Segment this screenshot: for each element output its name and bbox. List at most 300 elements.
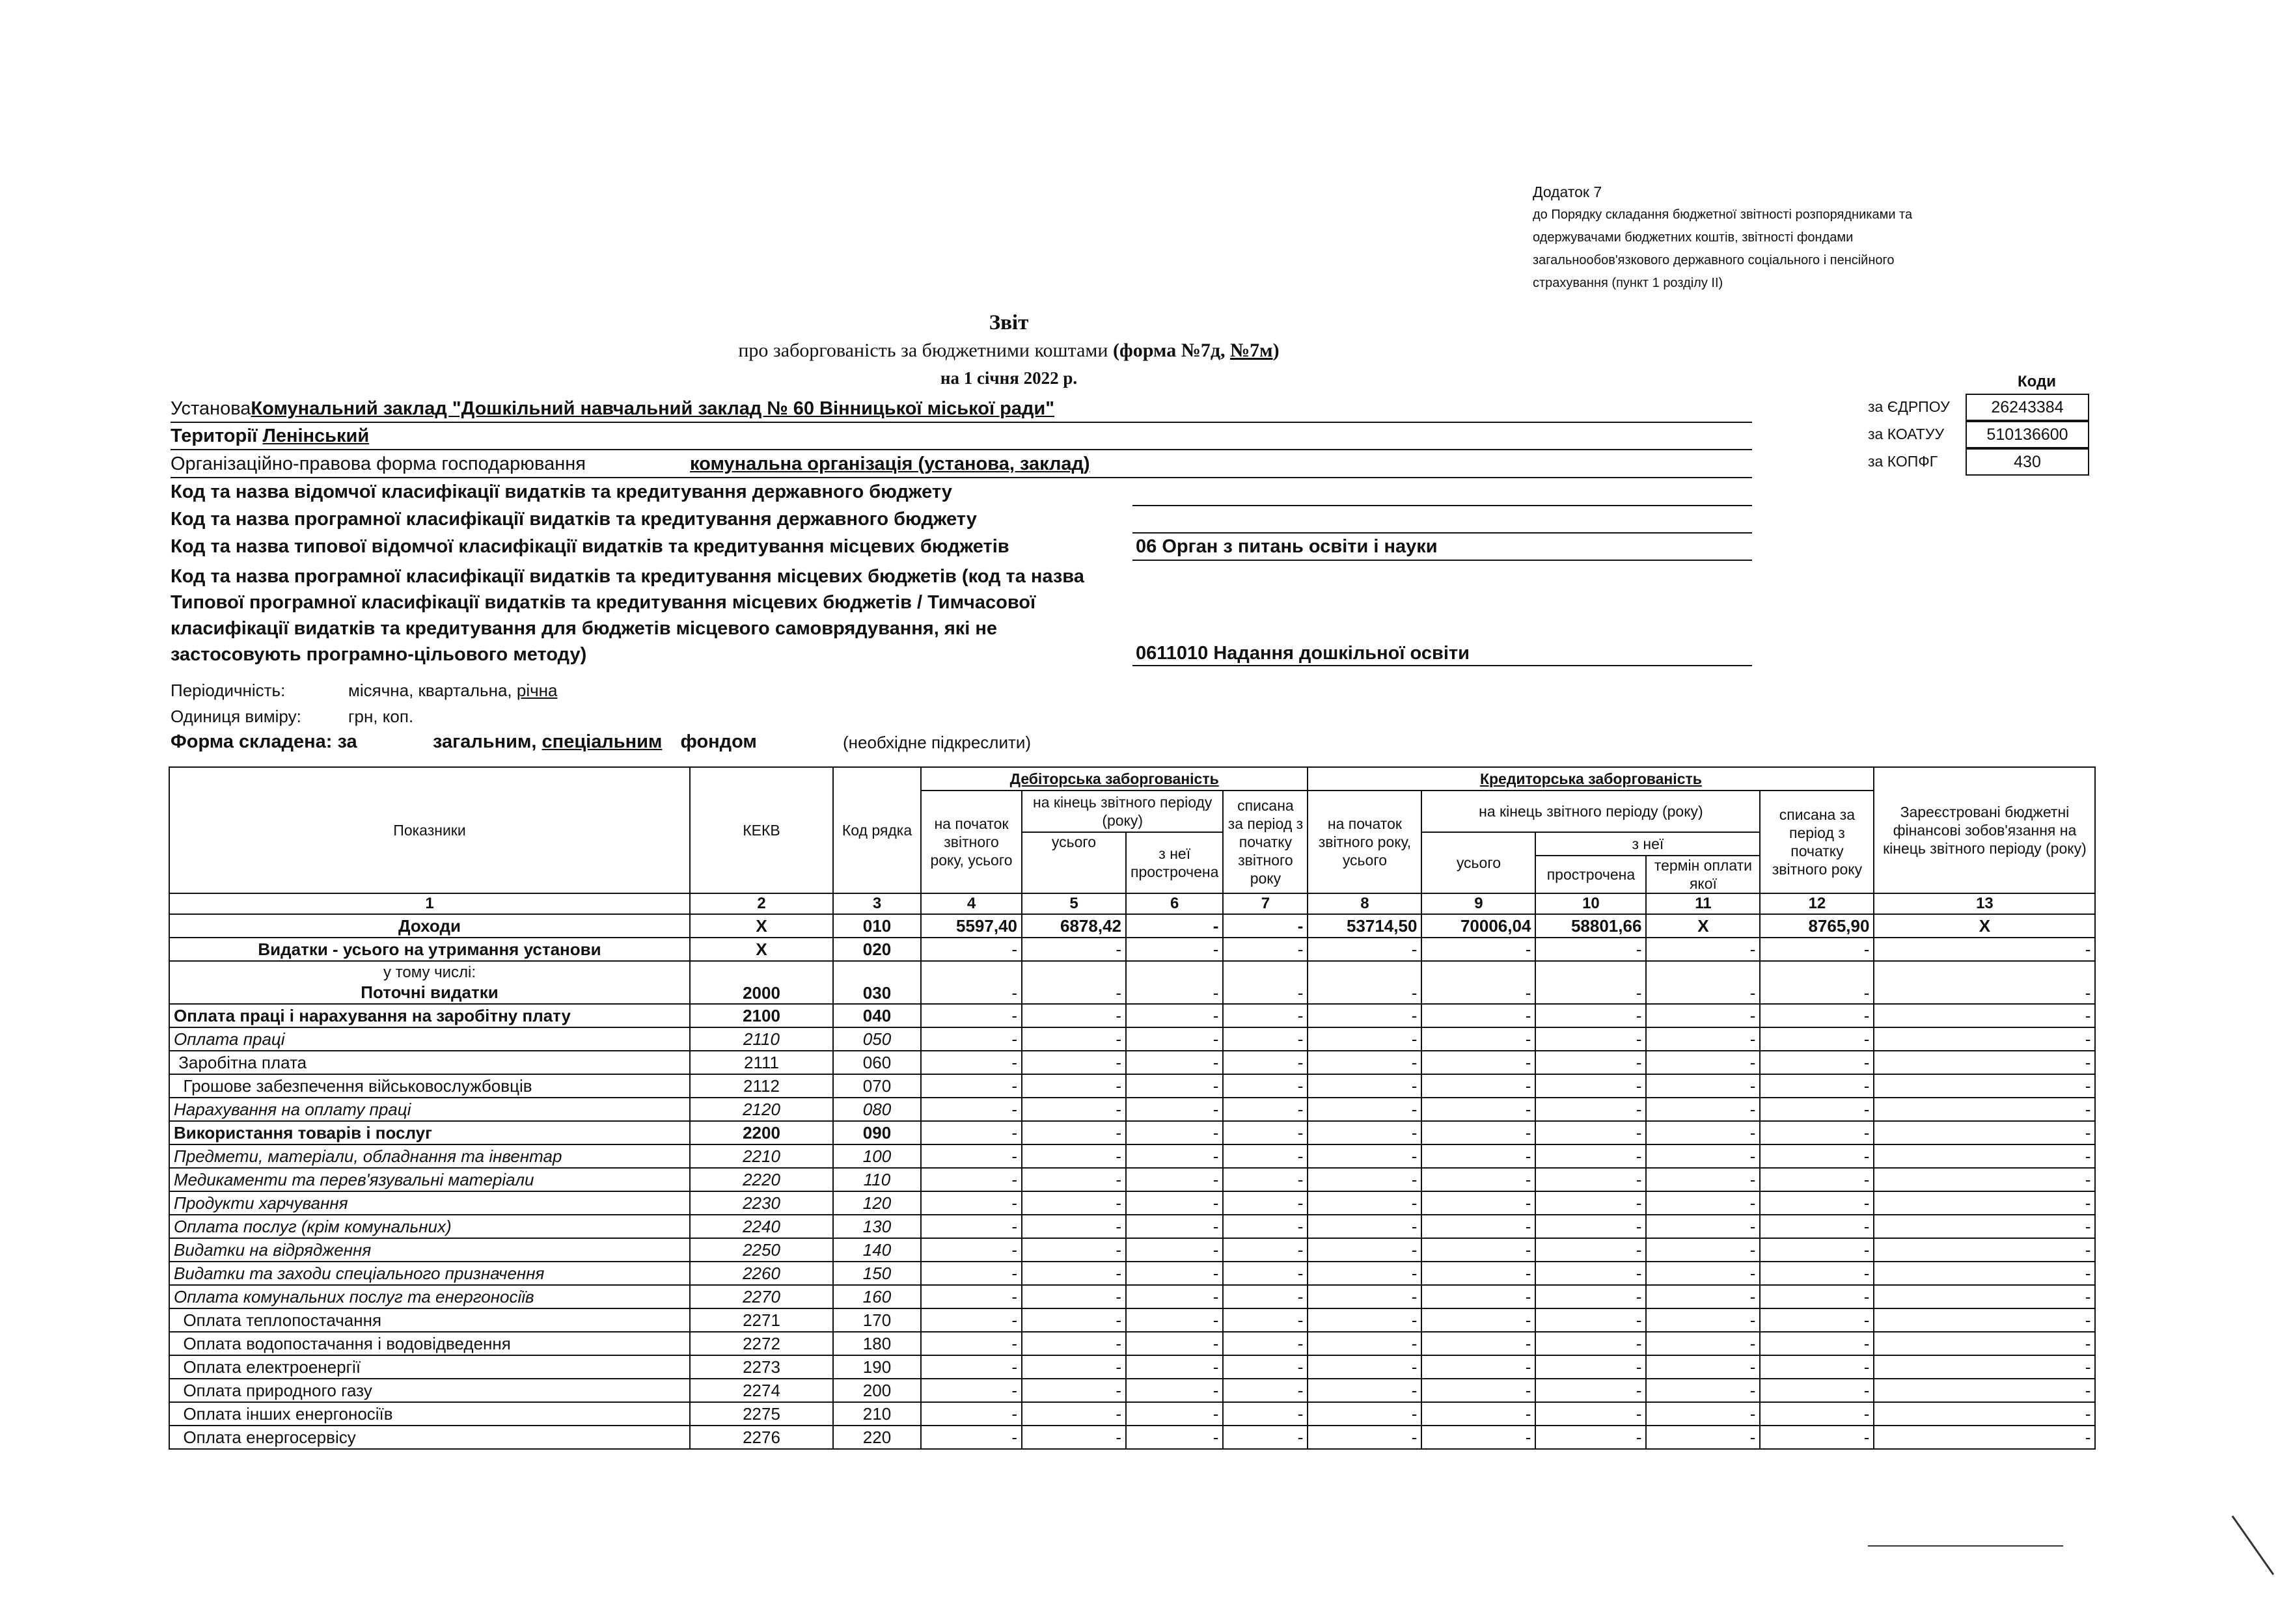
cell-c5: - [1022,938,1126,961]
header-credit-group: Кредиторська заборгованість [1308,767,1874,791]
cell-c11: - [1646,1426,1760,1449]
cell-code: 010 [833,914,921,938]
cell-c12: - [1760,1308,1874,1332]
cell-c5: - [1022,1355,1126,1379]
cell-c13: - [1874,1308,2095,1332]
cell-code: 220 [833,1426,921,1449]
cell-c10: - [1535,1262,1646,1285]
cell-c6: - [1126,1144,1223,1168]
cell-c8: - [1308,1121,1421,1144]
cell-kekv: 2210 [690,1144,833,1168]
cell-c5: - [1022,1308,1126,1332]
cell-kekv: 2270 [690,1285,833,1308]
cell-c13: - [1874,1238,2095,1262]
row-label: Оплата інших енергоносіїв [169,1402,690,1426]
cell-c13: - [1874,1098,2095,1121]
table-row [169,1262,2095,1285]
cell-c12: - [1760,1238,1874,1262]
cell-c9: - [1421,1121,1535,1144]
table-row [169,1051,2095,1074]
cell-c4: - [921,1285,1022,1308]
codes-heading: Коди [2018,373,2056,390]
cell-c11: - [1646,1027,1760,1051]
cell-c12: - [1760,1168,1874,1191]
cell-c7: - [1223,1426,1308,1449]
cell-kekv: X [690,938,833,961]
cell-code: 060 [833,1051,921,1074]
code-label-kopfg: за КОПФГ [1868,453,1938,470]
cell-c6: - [1126,1004,1223,1027]
table-row [169,1168,2095,1191]
cell-c8: - [1308,1168,1421,1191]
cell-c13: X [1874,914,2095,938]
cell-kekv: 2120 [690,1098,833,1121]
cell-c10: - [1535,1285,1646,1308]
cell-c8: - [1308,1379,1421,1402]
prog-local-field: Код та назва програмної класифікації видатків та кредитування місцевих бюджетів (код та назва Типової програмної класифікації видатків та кредитування місцевих бюджетів / Тимчасової класифікації видатків та кредитування для бюджетів місцевого самоврядування, які не застосовують програмно-цільового методу) [171,566,1084,665]
cell-c13: - [1874,1355,2095,1379]
cell-c13: - [1874,1379,2095,1402]
cell-c7: - [1223,1285,1308,1308]
cell-c7: - [1223,1262,1308,1285]
cell-c9: - [1421,1144,1535,1168]
header-indicators: Показники [169,767,690,893]
cell-c4: - [921,1332,1022,1355]
cell-c6: - [1126,961,1223,1004]
cell-c11: - [1646,1238,1760,1262]
header-cred-of-it: з неї [1535,832,1760,856]
unit-value: грн, коп. [348,707,414,726]
cell-c11: - [1646,961,1760,1004]
cell-c5: - [1022,1215,1126,1238]
cell-c11: - [1646,1402,1760,1426]
cell-c8: - [1308,1051,1421,1074]
cell-c4: - [921,1027,1022,1051]
cell-c8: - [1308,1098,1421,1121]
table-row [169,914,2095,938]
cell-c7: - [1223,1402,1308,1426]
cell-c12: - [1760,1121,1874,1144]
appendix-line: страхування (пункт 1 розділу II) [1533,276,1723,290]
cell-c7: - [1223,1191,1308,1215]
cell-c8: - [1308,1144,1421,1168]
cell-c10: - [1535,1168,1646,1191]
cell-kekv: 2230 [690,1191,833,1215]
cell-c5: - [1022,1426,1126,1449]
cell-c9: - [1421,1402,1535,1426]
cell-c6: - [1126,1238,1223,1262]
cell-c12: - [1760,1004,1874,1027]
form-label: Форма складена: за [171,731,357,752]
row-label: Оплата теплопостачання [169,1308,690,1332]
cell-code: 100 [833,1144,921,1168]
table-row [169,1355,2095,1379]
cell-c6: - [1126,1027,1223,1051]
header-deb-start: на початок звітного року, усього [921,791,1022,893]
cell-c8: - [1308,1074,1421,1098]
cell-c10: - [1535,1098,1646,1121]
cell-c13: - [1874,1285,2095,1308]
typ-dept-field: Код та назва типової відомчої класифікації видатків та кредитування місцевих бюджетів [171,536,1009,557]
cell-c6: - [1126,1402,1223,1426]
cell-c5: - [1022,1027,1126,1051]
cell-c12: - [1760,1074,1874,1098]
cell-c10: - [1535,1051,1646,1074]
cell-c6: - [1126,1379,1223,1402]
typ-dept-value: 06 Орган з питань освіти і науки [1136,536,1438,557]
cell-c9: - [1421,1355,1535,1379]
cell-c6: - [1126,1051,1223,1074]
cell-code: 120 [833,1191,921,1215]
cell-c12: - [1760,1332,1874,1355]
cell-code: 130 [833,1215,921,1238]
cell-c9: - [1421,1379,1535,1402]
cell-c12: - [1760,1379,1874,1402]
periodicity-value: місячна, квартальна, річна [348,681,558,700]
cell-c4: - [921,1426,1022,1449]
cell-c9: 70006,04 [1421,914,1535,938]
header-cred-end: на кінець звітного періоду (року) [1421,791,1760,832]
cell-c13: - [1874,961,2095,1004]
cell-c5: - [1022,1051,1126,1074]
dept-class-field: Код та назва відомчої класифікації видатків та кредитування державного бюджету [171,481,952,502]
table-row [169,1308,2095,1332]
cell-c7: - [1223,1238,1308,1262]
cell-code: 210 [833,1402,921,1426]
cell-c6: - [1126,1215,1223,1238]
cell-kekv: 2200 [690,1121,833,1144]
cell-c4: - [921,938,1022,961]
cell-kekv: X [690,914,833,938]
cell-c10: - [1535,1027,1646,1051]
header-cred-term: термін оплати якої [1646,856,1760,893]
cell-c6: - [1126,1426,1223,1449]
cell-c7: - [1223,1308,1308,1332]
row-label: Видатки на відрядження [169,1238,690,1262]
cell-c8: 53714,50 [1308,914,1421,938]
row-label: Оплата водопостачання і водовідведення [169,1332,690,1355]
cell-kekv: 2250 [690,1238,833,1262]
cell-c12: - [1760,938,1874,961]
cell-c6: - [1126,1262,1223,1285]
cell-c4: - [921,1262,1022,1285]
cell-c8: - [1308,1238,1421,1262]
cell-c13: - [1874,1402,2095,1426]
cell-c9: - [1421,1262,1535,1285]
cell-c10: - [1535,1426,1646,1449]
cell-code: 110 [833,1168,921,1191]
cell-c5: - [1022,1191,1126,1215]
cell-c9: - [1421,1051,1535,1074]
cell-c10: - [1535,1121,1646,1144]
cell-c11: - [1646,1051,1760,1074]
cell-c4: - [921,1121,1022,1144]
cell-c10: - [1535,1074,1646,1098]
row-label: Оплата електроенергії [169,1355,690,1379]
cell-c7: - [1223,938,1308,961]
cell-c5: - [1022,961,1126,1004]
cell-c12: - [1760,1191,1874,1215]
appendix-line: одержувачами бюджетних коштів, звітності фондами [1533,230,1854,245]
cell-code: 080 [833,1098,921,1121]
cell-c6: - [1126,1074,1223,1098]
appendix-line: до Порядку складання бюджетної звітності розпорядниками та [1533,208,1913,222]
cell-kekv: 2112 [690,1074,833,1098]
form-funds: загальним, спеціальним фондом [433,731,757,752]
cell-c9: - [1421,1074,1535,1098]
form-note: (необхідне підкреслити) [843,733,1032,752]
table-row [169,1285,2095,1308]
cell-c4: - [921,1355,1022,1379]
cell-c4: - [921,1098,1022,1121]
cell-c6: - [1126,1098,1223,1121]
row-label: Видатки та заходи спеціального призначення [169,1262,690,1285]
report-subtitle: про заборгованість за бюджетними коштами (форма №7д, №7м) [738,340,1280,361]
territory-field: Території Ленінський [171,426,370,446]
row-label: Медикаменти та перев'язувальні матеріали [169,1168,690,1191]
cell-kekv: 2260 [690,1262,833,1285]
table-row [169,1215,2095,1238]
cell-code: 090 [833,1121,921,1144]
code-label-edrpou: за ЄДРПОУ [1868,398,1950,415]
cell-c5: - [1022,1238,1126,1262]
row-label: Продукти харчування [169,1191,690,1215]
row-label: Використання товарів і послуг [169,1121,690,1144]
cell-c4: - [921,1215,1022,1238]
cell-c5: - [1022,1168,1126,1191]
cell-kekv: 2111 [690,1051,833,1074]
cell-c11: - [1646,1098,1760,1121]
cell-c4: - [921,1191,1022,1215]
cell-c9: - [1421,1308,1535,1332]
code-value-kopfg: 430 [1966,448,2089,476]
cell-c12: - [1760,1285,1874,1308]
cell-c7: - [1223,1215,1308,1238]
cell-c10: - [1535,1308,1646,1332]
cell-c6: - [1126,1168,1223,1191]
cell-c8: - [1308,1285,1421,1308]
row-label: Оплата комунальних послуг та енергоносіїв [169,1285,690,1308]
cell-c11: - [1646,1355,1760,1379]
cell-c5: - [1022,1402,1126,1426]
cell-c6: - [1126,914,1223,938]
table-row [169,1402,2095,1426]
cell-c13: - [1874,1074,2095,1098]
cell-c7: - [1223,1379,1308,1402]
appendix-line: Додаток 7 [1533,183,1602,200]
report-date: на 1 січня 2022 р. [940,368,1078,388]
cell-c4: - [921,1308,1022,1332]
cell-c5: - [1022,1144,1126,1168]
header-registered: Зареєстровані бюджетні фінансові зобов'язання на кінець звітного періоду (року) [1874,767,2095,893]
cell-c5: - [1022,1074,1126,1098]
cell-code: 020 [833,938,921,961]
cell-c8: - [1308,961,1421,1004]
cell-c7: - [1223,914,1308,938]
cell-c7: - [1223,1121,1308,1144]
cell-c11: - [1646,1215,1760,1238]
cell-c12: 8765,90 [1760,914,1874,938]
cell-c6: - [1126,1355,1223,1379]
header-deb-written: списана за період з початку звітного року [1223,791,1308,893]
cell-c5: - [1022,1121,1126,1144]
cell-c10: - [1535,1355,1646,1379]
cell-c5: - [1022,1285,1126,1308]
cell-c9: - [1421,1004,1535,1027]
cell-c12: - [1760,1215,1874,1238]
table-row [169,1098,2095,1121]
cell-c12: - [1760,1144,1874,1168]
row-label: Оплата праці [169,1027,690,1051]
cell-c13: - [1874,1027,2095,1051]
header-deb-end-overdue: з неї прострочена [1126,832,1223,893]
cell-code: 150 [833,1262,921,1285]
cell-c9: - [1421,938,1535,961]
cell-code: 050 [833,1027,921,1051]
cell-c12: - [1760,1098,1874,1121]
cell-c5: - [1022,1098,1126,1121]
cell-code: 040 [833,1004,921,1027]
cell-c4: - [921,1402,1022,1426]
cell-c12: - [1760,1051,1874,1074]
cell-kekv: 2220 [690,1168,833,1191]
cell-c13: - [1874,1191,2095,1215]
cell-c12: - [1760,1262,1874,1285]
cell-c11: - [1646,1308,1760,1332]
header-deb-end: на кінець звітного періоду (року) [1022,791,1223,832]
cell-c10: - [1535,1332,1646,1355]
table-row [169,1074,2095,1098]
cell-kekv: 2271 [690,1308,833,1332]
row-label: Предмети, матеріали, обладнання та інвентар [169,1144,690,1168]
row-label: Оплата праці і нарахування на заробітну плату [169,1004,690,1027]
table-row [169,1238,2095,1262]
cell-c5: - [1022,1004,1126,1027]
header-cred-written: списана за період з початку звітного року [1760,791,1874,893]
cell-c11: - [1646,1379,1760,1402]
cell-code: 070 [833,1074,921,1098]
cell-c4: 5597,40 [921,914,1022,938]
cell-kekv: 2000 [690,961,833,1004]
cell-c4: - [921,1004,1022,1027]
cell-c7: - [1223,1168,1308,1191]
cell-c13: - [1874,938,2095,961]
row-label: Оплата енергосервісу [169,1426,690,1449]
row-label: у тому числі: Поточні видатки [169,961,690,1004]
report-title: Звіт [989,311,1029,334]
cell-c8: - [1308,1355,1421,1379]
cell-c7: - [1223,1004,1308,1027]
row-label: Видатки - усього на утримання установи [169,938,690,961]
cell-c6: - [1126,1308,1223,1332]
cell-c11: - [1646,1285,1760,1308]
cell-c4: - [921,1144,1022,1168]
cell-c13: - [1874,1426,2095,1449]
cell-c5: 6878,42 [1022,914,1126,938]
cell-kekv: 2276 [690,1426,833,1449]
cell-c11: - [1646,1168,1760,1191]
cell-code: 180 [833,1332,921,1355]
cell-c10: 58801,66 [1535,914,1646,938]
cell-c11: - [1646,1004,1760,1027]
cell-c8: - [1308,1426,1421,1449]
cell-c12: - [1760,1355,1874,1379]
cell-c12: - [1760,1027,1874,1051]
cell-c10: - [1535,961,1646,1004]
cell-c8: - [1308,1004,1421,1027]
cell-c6: - [1126,1332,1223,1355]
cell-c12: - [1760,961,1874,1004]
scan-mark [2232,1515,2275,1575]
cell-c12: - [1760,1402,1874,1426]
header-cred-start: на початок звітного року, усього [1308,791,1421,893]
code-value-edrpou: 26243384 [1966,394,2089,421]
cell-c13: - [1874,1262,2095,1285]
cell-c6: - [1126,1191,1223,1215]
code-value-koatuu: 510136600 [1966,421,2089,448]
cell-c8: - [1308,1402,1421,1426]
table-row [169,938,2095,961]
cell-kekv: 2273 [690,1355,833,1379]
cell-code: 190 [833,1355,921,1379]
table-row [169,1121,2095,1144]
cell-c8: - [1308,1308,1421,1332]
cell-c10: - [1535,1004,1646,1027]
cell-c4: - [921,1051,1022,1074]
cell-c11: - [1646,1332,1760,1355]
cell-c9: - [1421,1332,1535,1355]
cell-c5: - [1022,1262,1126,1285]
index-row: 1 2 3 4 5 6 7 8 9 10 11 12 13 [169,893,2095,914]
cell-c8: - [1308,1191,1421,1215]
signature-line [1868,1545,2063,1547]
institution-field: УстановаКомунальний заклад "Дошкільний навчальний заклад № 60 Вінницької міської ради" [171,398,1055,419]
cell-c7: - [1223,1332,1308,1355]
cell-c9: - [1421,961,1535,1004]
cell-c11: - [1646,1262,1760,1285]
row-label: Нарахування на оплату праці [169,1098,690,1121]
header-debit-group: Дебіторська заборгованість [921,767,1308,791]
cell-c7: - [1223,1051,1308,1074]
cell-kekv: 2100 [690,1004,833,1027]
cell-c11: X [1646,914,1760,938]
cell-c8: - [1308,1262,1421,1285]
header-cred-end-total: усього [1421,832,1535,893]
debt-table [169,766,2096,1450]
cell-c9: - [1421,1027,1535,1051]
cell-c4: - [921,1238,1022,1262]
cell-c10: - [1535,1238,1646,1262]
table-row [169,1426,2095,1449]
prog-class-field: Код та назва програмної класифікації видатків та кредитування державного бюджету [171,509,977,530]
cell-c9: - [1421,1168,1535,1191]
cell-c10: - [1535,1402,1646,1426]
table-row [169,1004,2095,1027]
cell-c5: - [1022,1379,1126,1402]
periodicity-label: Періодичність: [171,681,286,700]
cell-c4: - [921,961,1022,1004]
cell-code: 200 [833,1379,921,1402]
cell-c13: - [1874,1144,2095,1168]
cell-c10: - [1535,938,1646,961]
cell-c8: - [1308,1215,1421,1238]
cell-c10: - [1535,1215,1646,1238]
table-row [169,961,2095,1004]
cell-c6: - [1126,1121,1223,1144]
table-row [169,1379,2095,1402]
table-row [169,1191,2095,1215]
cell-c13: - [1874,1168,2095,1191]
